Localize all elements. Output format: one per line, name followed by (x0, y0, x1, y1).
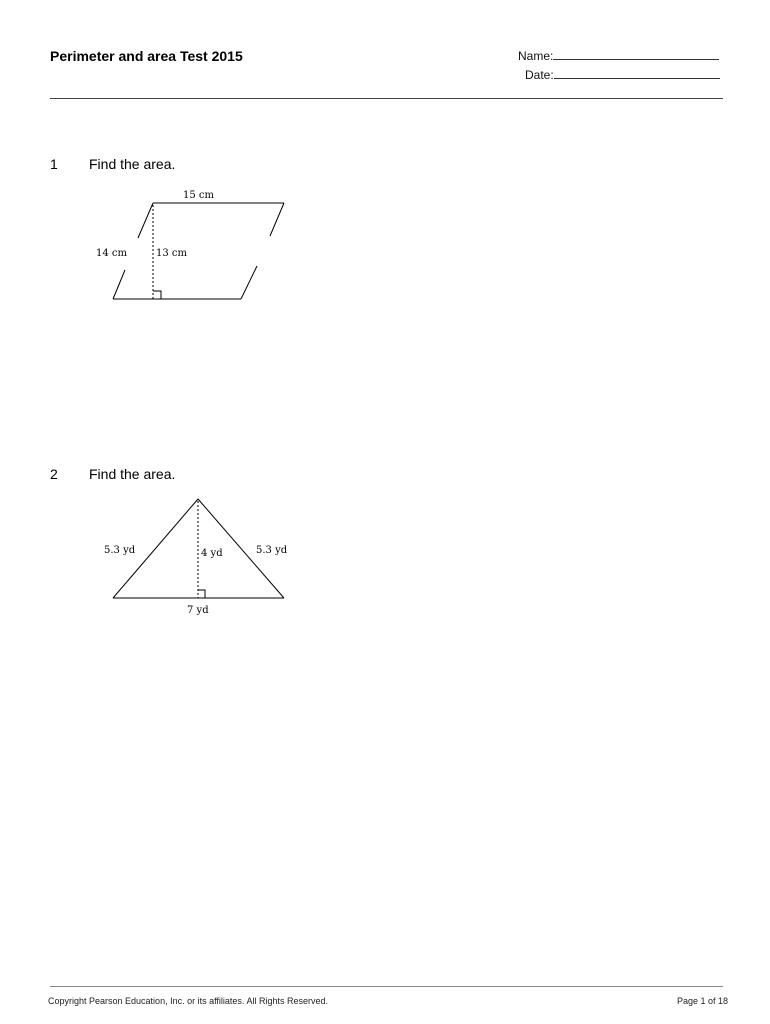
question-1-number: 1 (50, 156, 58, 172)
parallelogram-top-label: 15 cm (183, 190, 214, 201)
triangle-base-label: 7 yd (187, 605, 209, 616)
name-label: Name: (518, 49, 554, 63)
copyright-text: Copyright Pearson Education, Inc. or its affiliates. All Rights Reserved. (48, 996, 328, 1006)
parallelogram-height-label: 13 cm (156, 248, 187, 259)
right-angle-marker (198, 590, 205, 598)
page-number: Page 1 of 18 (676, 996, 728, 1006)
parallelogram-left-edge-upper (138, 203, 153, 238)
question-1-prompt: Find the area. (89, 156, 176, 172)
date-label: Date: (525, 68, 554, 82)
page-title: Perimeter and area Test 2015 (50, 48, 243, 64)
triangle-right-label: 5.3 yd (256, 545, 288, 556)
parallelogram-figure (113, 203, 284, 299)
parallelogram-right-edge-lower (241, 266, 257, 299)
parallelogram-side-label: 14 cm (96, 248, 127, 259)
parallelogram-right-edge-upper (270, 203, 284, 236)
question-2-prompt: Find the area. (89, 466, 176, 482)
right-angle-marker (153, 291, 161, 299)
triangle-left-label: 5.3 yd (104, 545, 136, 556)
triangle-height-label: 4 yd (201, 548, 223, 559)
parallelogram-left-edge-lower (113, 270, 125, 299)
question-2-number: 2 (50, 466, 58, 482)
footer-divider (50, 986, 723, 987)
